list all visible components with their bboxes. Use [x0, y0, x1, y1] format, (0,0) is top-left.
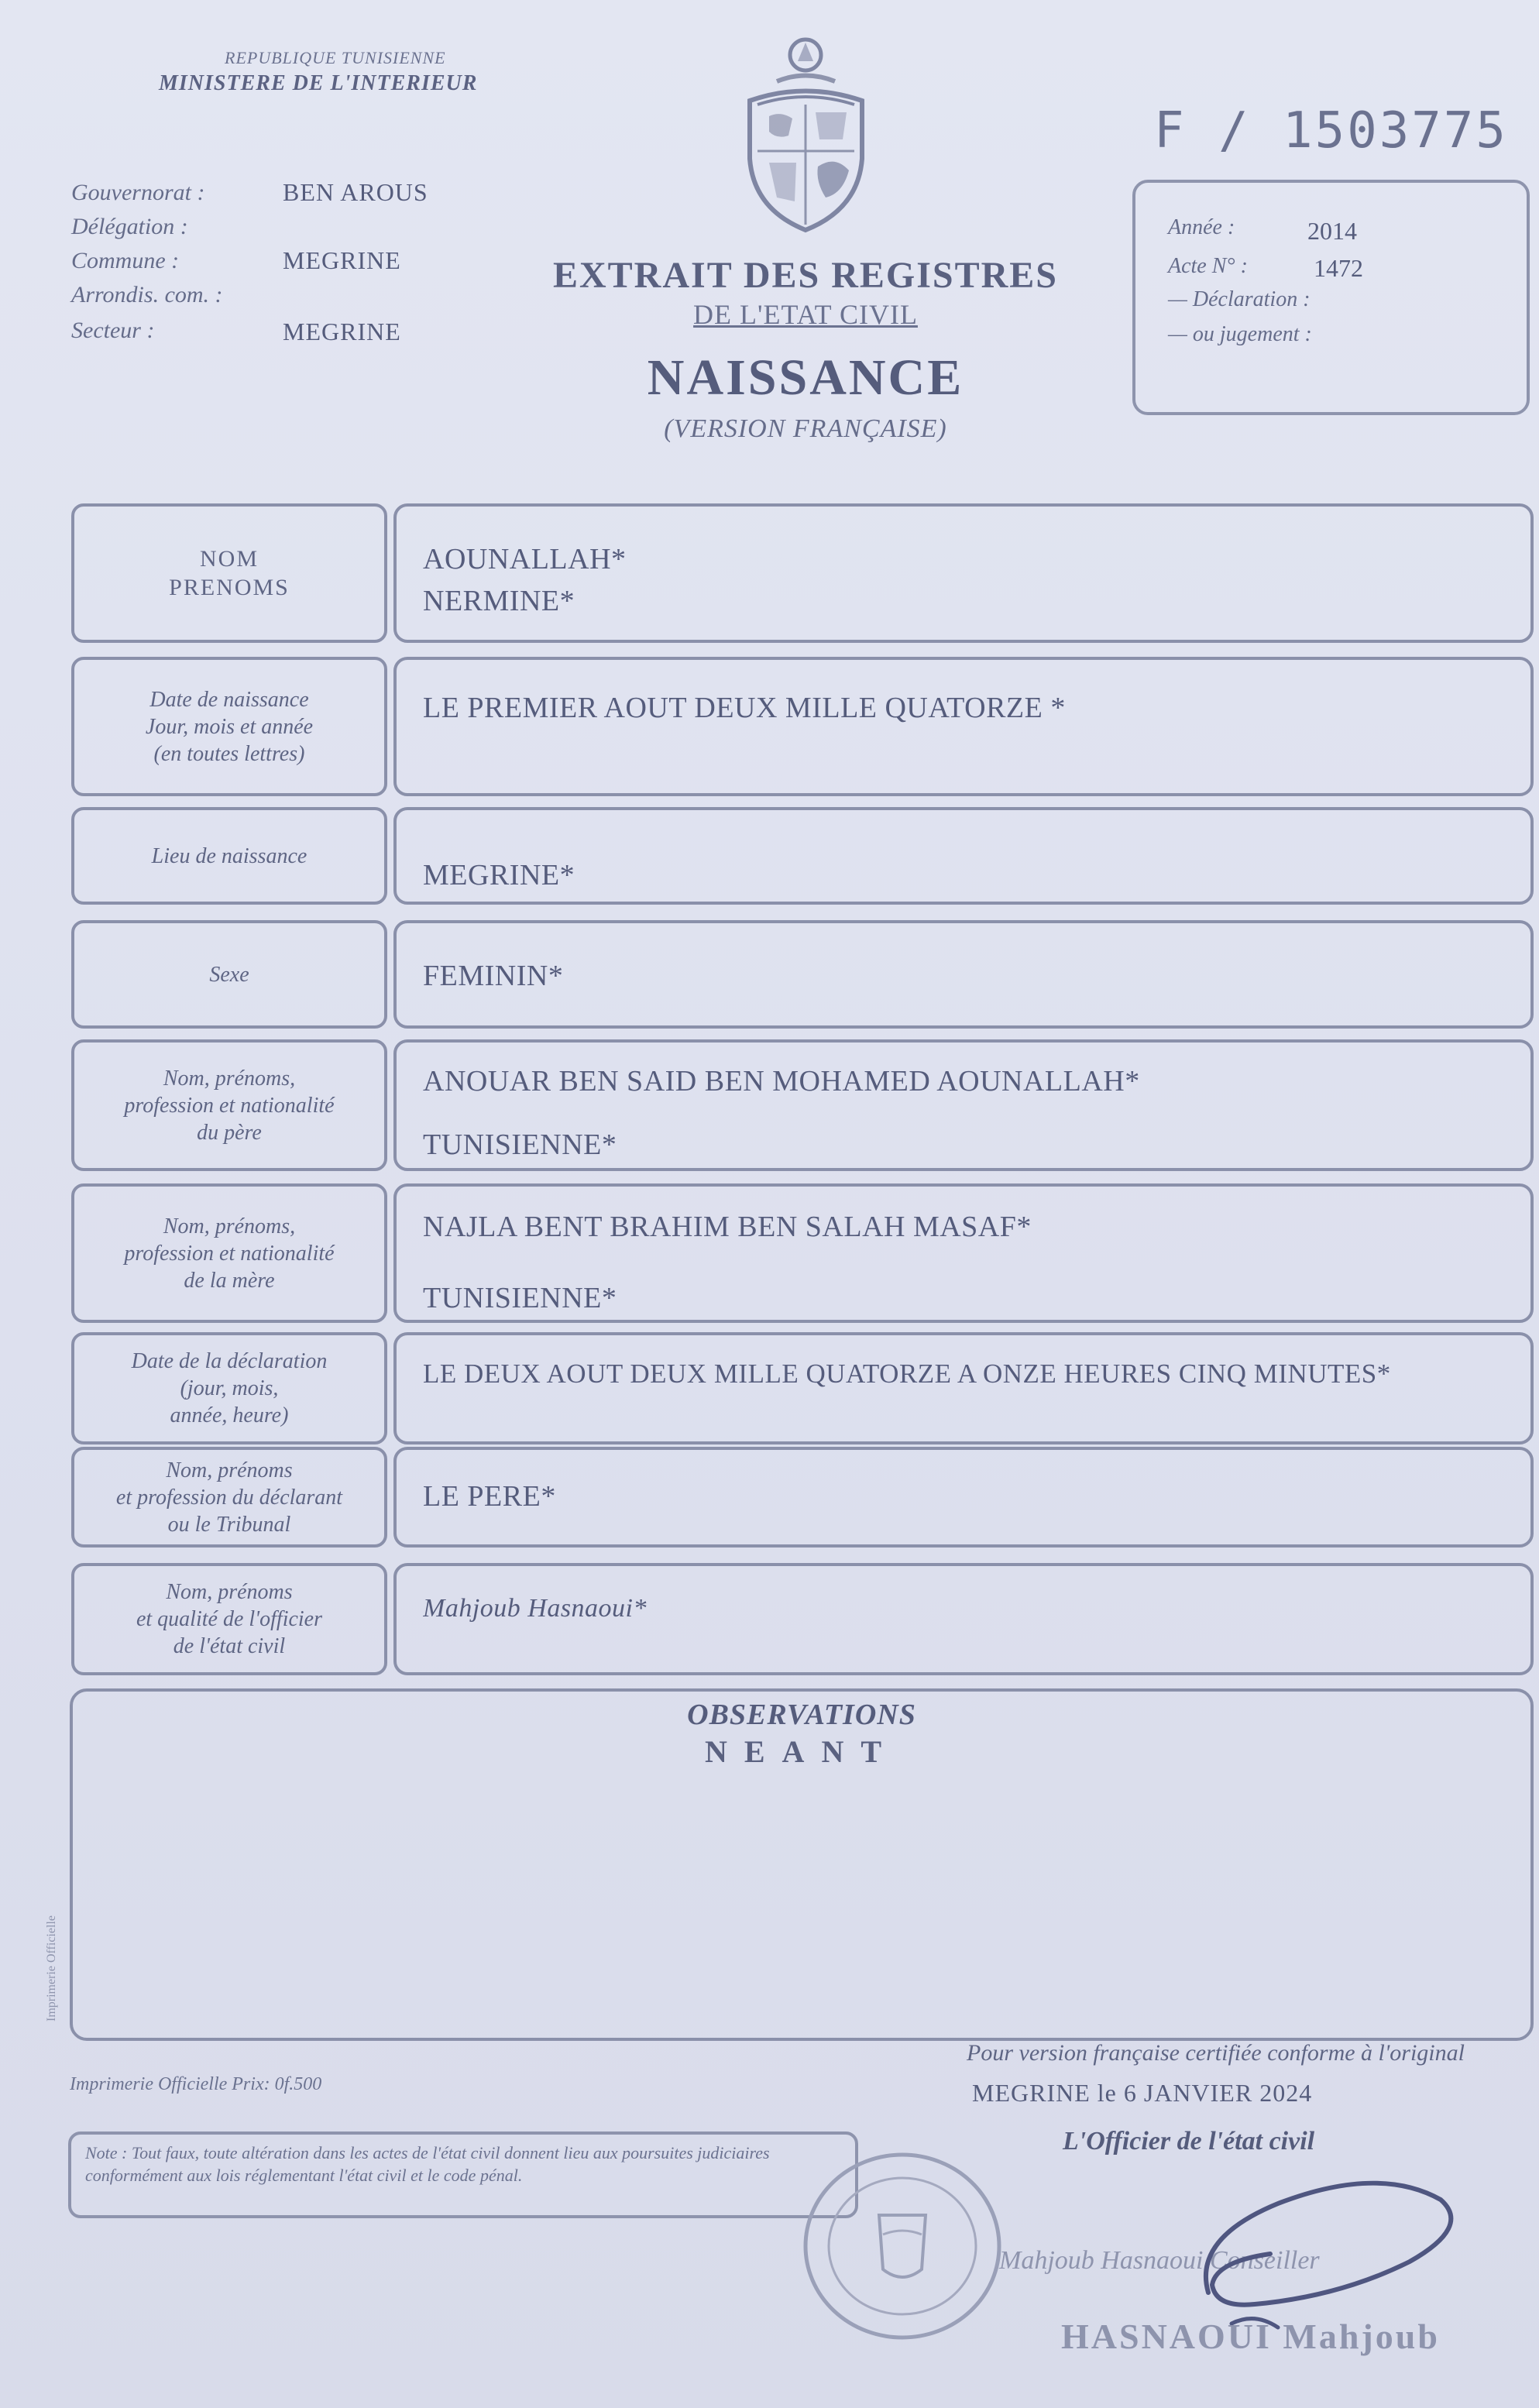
acte-label: Acte N° : — [1168, 254, 1248, 278]
commune-value: MEGRINE — [283, 246, 401, 274]
row-value-declarant — [393, 1447, 1534, 1548]
row-value-officer — [393, 1563, 1534, 1675]
row-value-line: TUNISIENNE* — [423, 1128, 617, 1161]
delegation-label: Délégation : — [71, 214, 188, 239]
row-label-sex: Sexe — [71, 920, 387, 1029]
gouvernorat-value: BEN AROUS — [283, 178, 428, 206]
document-subtitle: DE L'ETAT CIVIL — [693, 299, 918, 330]
registry-info-box — [1132, 180, 1530, 415]
arrondis-label: Arrondis. com. : — [71, 282, 223, 307]
row-label-birth-date: Date de naissance Jour, mois et année (en toutes lettres) — [71, 657, 387, 796]
side-print: Imprimerie Officielle — [45, 1915, 58, 2022]
signatory-name: HASNAOUI Mahjoub — [1061, 2317, 1440, 2356]
row-value-line: AOUNALLAH* — [423, 543, 627, 575]
secteur-value: MEGRINE — [283, 318, 401, 345]
observations-title: OBSERVATIONS — [687, 1699, 916, 1731]
document-title: EXTRAIT DES REGISTRES — [552, 255, 1058, 296]
row-label-father: Nom, prénoms, profession et nationalité du père — [71, 1039, 387, 1171]
row-value-birth-place — [393, 807, 1534, 905]
row-label-declarant: Nom, prénoms et profession du déclarant ou le Tribunal — [71, 1447, 387, 1548]
annee-label: Année : — [1168, 215, 1235, 239]
row-value-line: FEMININ* — [423, 960, 564, 992]
legal-note: Note : Tout faux, toute altération dans les actes de l'état civil donnent lieu aux poursuites judiciaires conformément aux lois réglementant l'état civil et le code pénal. — [68, 2131, 858, 2218]
row-label-officer: Nom, prénoms et qualité de l'officier de l'état civil — [71, 1563, 387, 1675]
document-version: (VERSION FRANÇAISE) — [664, 414, 947, 443]
row-value-name — [393, 503, 1534, 643]
row-label-name: NOM PRENOMS — [71, 503, 387, 643]
row-value-birth-date — [393, 657, 1534, 796]
annee-value: 2014 — [1307, 217, 1357, 245]
serial-number: F / 1503775 — [1154, 102, 1508, 160]
republic-label: REPUBLIQUE TUNISIENNE — [225, 48, 446, 67]
row-value-declaration-date — [393, 1332, 1534, 1444]
row-value-line: LE PERE* — [423, 1480, 556, 1513]
row-value-mother — [393, 1183, 1534, 1323]
row-label-mother: Nom, prénoms, profession et nationalité de la mère — [71, 1183, 387, 1323]
row-label-declaration-date: Date de la déclaration (jour, mois, année, heure) — [71, 1332, 387, 1444]
row-value-line: NAJLA BENT BRAHIM BEN SALAH MASAF* — [423, 1211, 1032, 1243]
place-date: MEGRINE le 6 JANVIER 2024 — [972, 2079, 1313, 2107]
row-value-line: LE DEUX AOUT DEUX MILLE QUATORZE A ONZE HEURES CINQ MINUTES* — [423, 1359, 1391, 1389]
row-value-line: MEGRINE* — [423, 859, 575, 891]
row-label-birth-place: Lieu de naissance — [71, 807, 387, 905]
observations-box — [70, 1688, 1534, 2041]
document-type: NAISSANCE — [647, 349, 964, 406]
stamp-text: Mahjoub Hasnaoui Conseiller — [999, 2246, 1320, 2275]
row-value-sex — [393, 920, 1534, 1029]
official-stamp-icon — [790, 2142, 1015, 2351]
commune-label: Commune : — [71, 248, 180, 273]
row-value-father — [393, 1039, 1534, 1171]
gouvernorat-label: Gouvernorat : — [71, 180, 205, 205]
ministry-label: MINISTERE DE L'INTERIEUR — [159, 71, 478, 95]
imprimerie-label: Imprimerie Officielle Prix: 0f.500 — [70, 2074, 322, 2094]
row-value-line: NERMINE* — [423, 585, 575, 617]
row-value-line: TUNISIENNE* — [423, 1282, 617, 1314]
row-value-line: Mahjoub Hasnaoui* — [423, 1594, 647, 1623]
observations-value: NEANT — [704, 1734, 899, 1769]
coat-of-arms-icon — [734, 27, 878, 236]
row-value-line: LE PREMIER AOUT DEUX MILLE QUATORZE * — [423, 692, 1066, 724]
row-value-line: ANOUAR BEN SAID BEN MOHAMED AOUNALLAH* — [423, 1065, 1140, 1098]
secteur-label: Secteur : — [71, 318, 155, 343]
certification-text: Pour version française certifiée conforme à l'original — [967, 2040, 1465, 2066]
acte-value: 1472 — [1314, 254, 1363, 282]
jugement-label: — ou jugement : — [1168, 322, 1312, 346]
officer-title: L'Officier de l'état civil — [1063, 2127, 1315, 2156]
declaration-label: — Déclaration : — [1168, 287, 1311, 311]
